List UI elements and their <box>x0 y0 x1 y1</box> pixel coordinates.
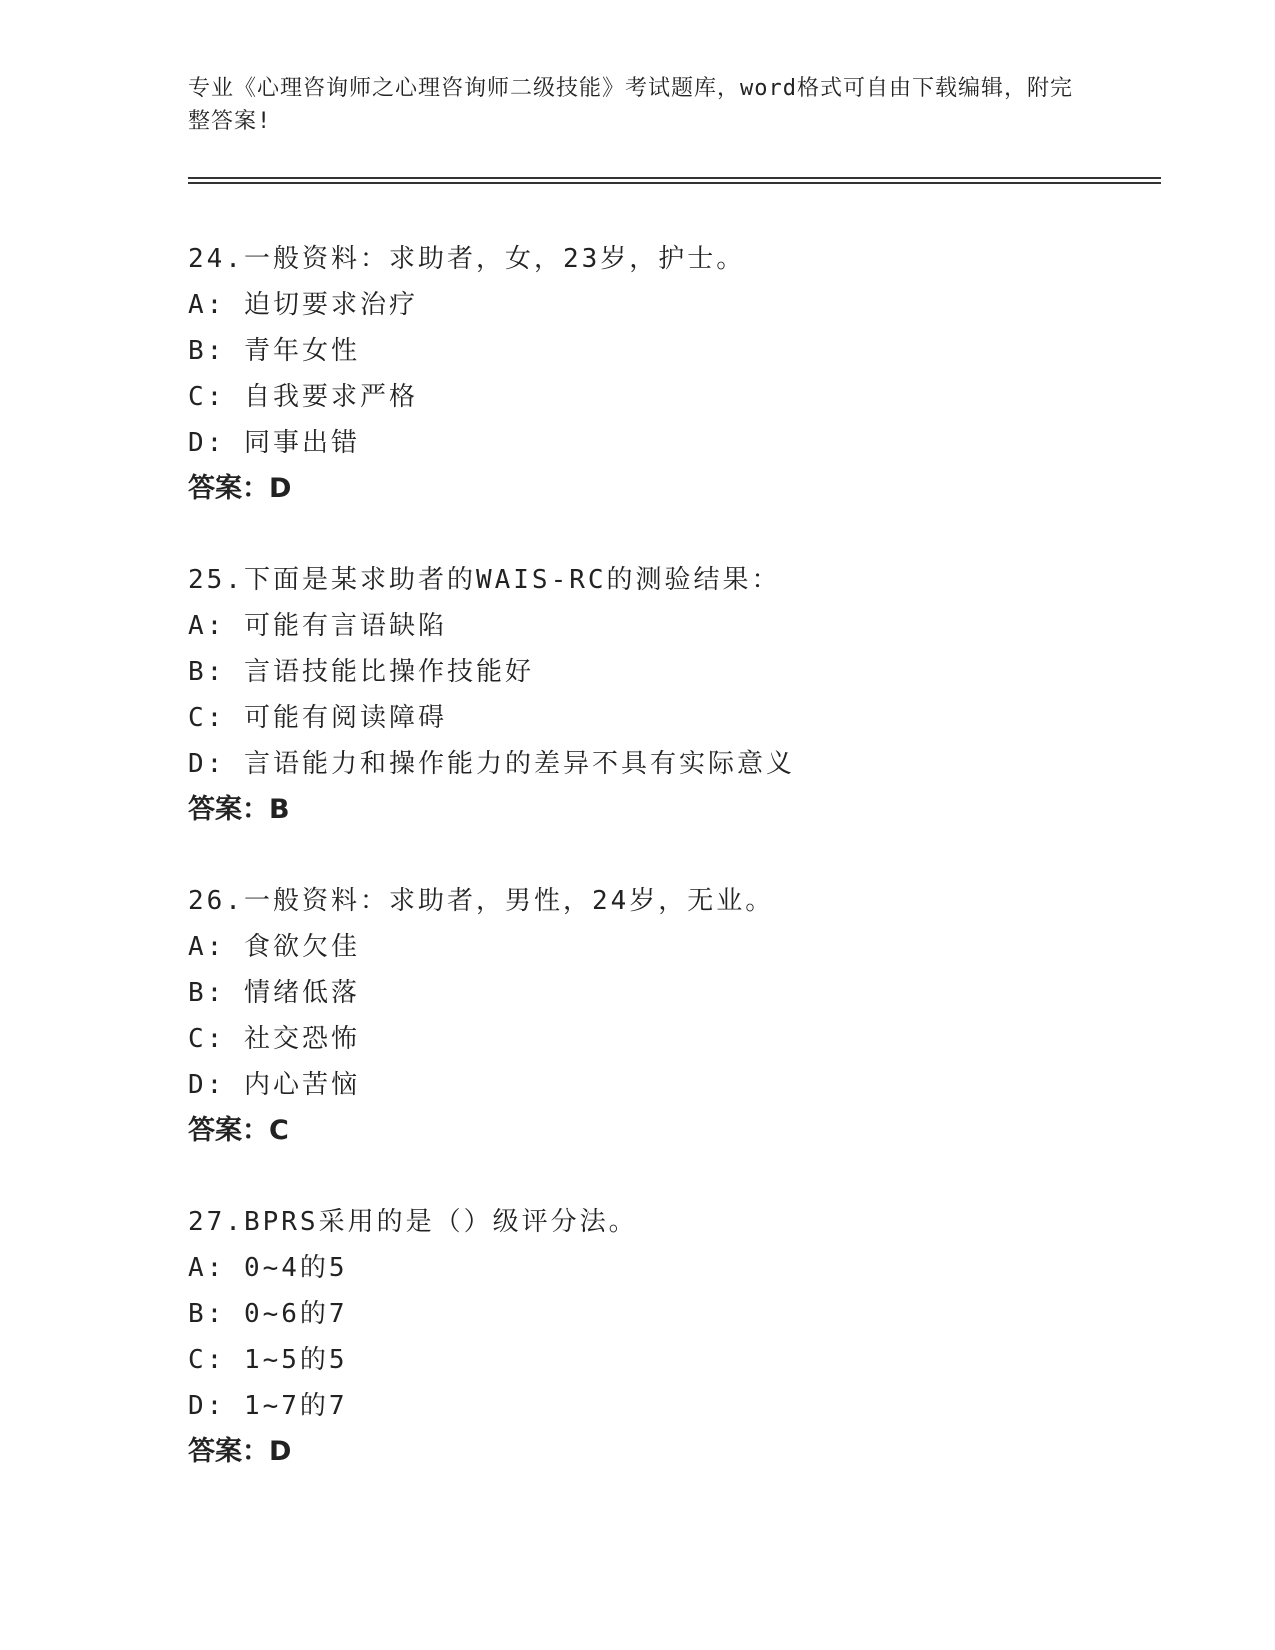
option-d: D: 言语能力和操作能力的差异不具有实际意义 <box>188 749 795 779</box>
document-header: 专业《心理咨询师之心理咨询师二级技能》考试题库，word格式可自由下载编辑，附完整答案! <box>188 76 1073 134</box>
option-b: B: 青年女性 <box>188 336 360 366</box>
option-b: B: 0~6的7 <box>188 1299 348 1329</box>
header-divider-bottom <box>188 182 1161 184</box>
question-stem: 27.BPRS采用的是（）级评分法。 <box>188 1207 638 1237</box>
answer-label: 答案：C <box>188 1115 289 1146</box>
question-27 <box>188 1199 1188 1475</box>
question-25 <box>188 557 1188 833</box>
option-c: C: 1~5的5 <box>188 1345 348 1375</box>
option-b: B: 情绪低落 <box>188 978 360 1008</box>
answer-label: 答案：D <box>188 473 292 504</box>
option-d: D: 同事出错 <box>188 428 360 458</box>
question-stem: 25.下面是某求助者的WAIS-RC的测验结果： <box>188 565 781 595</box>
option-a: A: 食欲欠佳 <box>188 932 360 962</box>
question-stem: 26.一般资料：求助者，男性，24岁，无业。 <box>188 886 775 916</box>
option-d: D: 内心苦恼 <box>188 1070 360 1100</box>
option-a: A: 迫切要求治疗 <box>188 290 418 320</box>
answer-label: 答案：B <box>188 794 290 825</box>
option-c: C: 可能有阅读障碍 <box>188 703 447 733</box>
header-divider-top <box>188 177 1161 179</box>
option-d: D: 1~7的7 <box>188 1391 348 1421</box>
answer-label: 答案：D <box>188 1436 292 1467</box>
question-26 <box>188 878 1188 1154</box>
option-b: B: 言语技能比操作技能好 <box>188 657 534 687</box>
option-a: A: 可能有言语缺陷 <box>188 611 447 641</box>
option-c: C: 自我要求严格 <box>188 382 418 412</box>
question-stem: 24.一般资料：求助者，女，23岁，护士。 <box>188 244 746 274</box>
option-a: A: 0~4的5 <box>188 1253 348 1283</box>
option-c: C: 社交恐怖 <box>188 1024 360 1054</box>
question-24 <box>188 236 1188 512</box>
